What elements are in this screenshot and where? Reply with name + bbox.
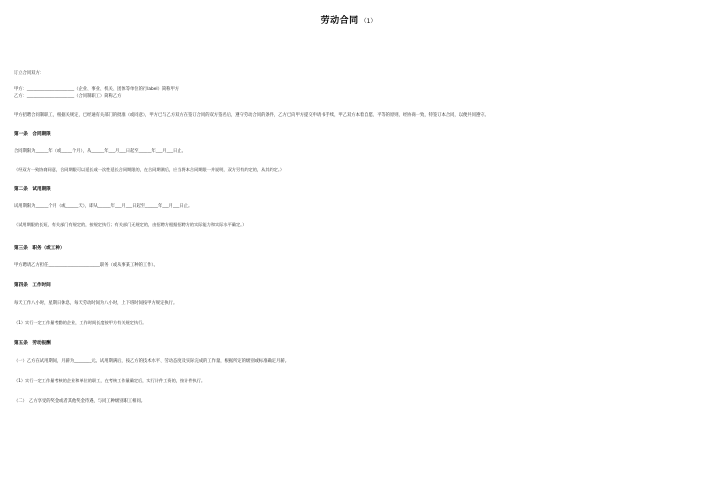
paragraph-parties-header: 订立合同双方： xyxy=(14,71,45,76)
document-title-row xyxy=(0,8,697,27)
page-right-margin xyxy=(697,0,725,500)
paragraph-wage-probation: （一）乙方在试用期间，月薪为________元。试用期满后，按乙方的技术水平、劳动态度及实际完成的工作量，根据所定的级别或标准确定月薪。 xyxy=(14,359,289,364)
paragraph-preamble: 甲方招聘合同制职工，根据关规定，已经通有关部门的批准（或同意），甲方已与乙方双方在签订合同的双方签名后，遵守劳动合同的条件，乙方已向甲方提交申请书手续，甲乙双方本着自愿、平等的原则，经协商一致，特签订本合同，以便共同遵守。 xyxy=(14,113,489,118)
note-wage-piecework: （1）实行一定工作量考核的企业和单位的职工，在考核工作量确定后，实行计件工资的，按计件执行。 xyxy=(14,378,206,383)
paragraph-party-b: 乙方：______________________（合同制职工）简称乙方 xyxy=(14,94,122,99)
paragraph-working-hours: 每天工作八小时，星期日休息，每天劳动时间为八小时，上下班时间按甲方规定执行。 xyxy=(14,301,178,306)
paragraph-contract-term: 合同期限为______年（或_____个月），从______年___月___日起至______年___月___日止。 xyxy=(14,149,186,154)
note-probation-term: （试用期限的长短，有关部门有规定的，按规定执行；有关部门无规定的，由招聘方根据招聘方的实际能力和实际水平确定。） xyxy=(14,222,247,227)
paragraph-position: 甲方聘请乙方担任________________________职务（或从事某工种的工作）。 xyxy=(14,263,158,268)
paragraph-bonus: （二） 乙方享受的奖金或者其他奖金待遇，与同工种级别职工相同。 xyxy=(14,399,146,404)
page-title-suffix: （1） xyxy=(360,18,377,25)
section-heading-5: 第五条 劳动报酬 xyxy=(14,341,51,346)
note-contract-term: （经双方一致协商同意，合同期限可以延长或一次性延长合同期限的，在合同期满后，应当将本合同期限一并说明，双方另有约定的，从其约定。） xyxy=(14,167,285,172)
page-title: 劳动合同 xyxy=(320,16,359,26)
note-working-hours: （1）实行一定工作量考勤的企业，工作时间长度按甲方有关规定执行。 xyxy=(14,320,147,325)
section-heading-2: 第二条 试用期限 xyxy=(14,187,51,192)
section-heading-3: 第三条 职务（或工种） xyxy=(14,246,65,251)
section-heading-1: 第一条 合同期限 xyxy=(14,132,51,137)
paragraph-probation-term: 试用期限为______个月（或______天），即从______年___月___日起至______年___月___日止。 xyxy=(14,204,193,209)
section-heading-4: 第四条 工作时间 xyxy=(14,283,51,288)
paragraph-party-a: 甲方：______________________（企业、事业、机关、团体等单位的行label）简称甲方 xyxy=(14,87,180,92)
